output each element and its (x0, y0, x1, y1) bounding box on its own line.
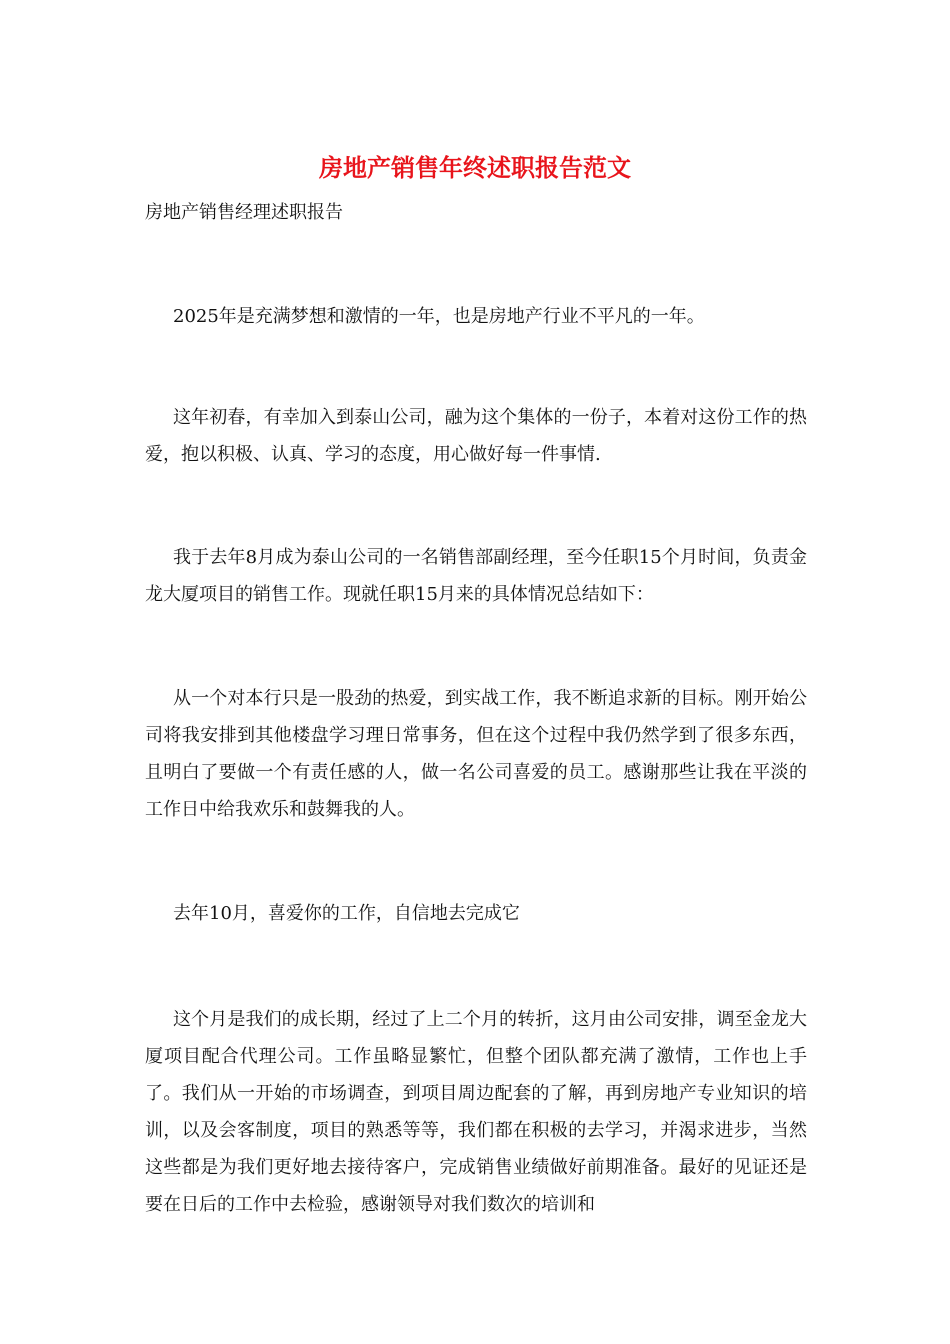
paragraph: 我于去年8月成为泰山公司的一名销售部副经理，至今任职15个月时间，负责金龙大厦项目的销售工作。现就任职15月来的具体情况总结如下： (145, 547, 807, 605)
paragraph: 这年初春，有幸加入到泰山公司，融为这个集体的一份子，本着对这份工作的热爱，抱以积极、认真、学习的态度，用心做好每一件事情. (145, 407, 807, 465)
document-title: 房地产销售年终述职报告范文 (319, 153, 631, 182)
paragraph: 这个月是我们的成长期，经过了上二个月的转折，这月由公司安排，调至金龙大厦项目配合代理公司。工作虽略显繁忙，但整个团队都充满了激情，工作也上手了。我们从一开始的市场调查，到项目周边配套的了解，再到房地产专业知识的培训，以及会客制度，项目的熟悉等等，我们都在积极的去学习，并渴求进步，当然这些都是为我们更好地去接待客户，完成销售业绩做好前期准备。最好的见证还是要在日后的工作中去检验，感谢领导对我们数次的培训和 (145, 1009, 807, 1215)
document-subtitle: 房地产销售经理述职报告 (145, 202, 343, 223)
paragraph: 去年10月，喜爱你的工作，自信地去完成它 (173, 903, 520, 924)
paragraph: 2025年是充满梦想和激情的一年，也是房地产行业不平凡的一年。 (173, 306, 705, 327)
paragraph: 从一个对本行只是一股劲的热爱，到实战工作，我不断追求新的目标。刚开始公司将我安排到其他楼盘学习理日常事务，但在这个过程中我仍然学到了很多东西，且明白了要做一个有责任感的人，做一名公司喜爱的员工。感谢那些让我在平淡的工作日中给我欢乐和鼓舞我的人。 (145, 688, 807, 820)
